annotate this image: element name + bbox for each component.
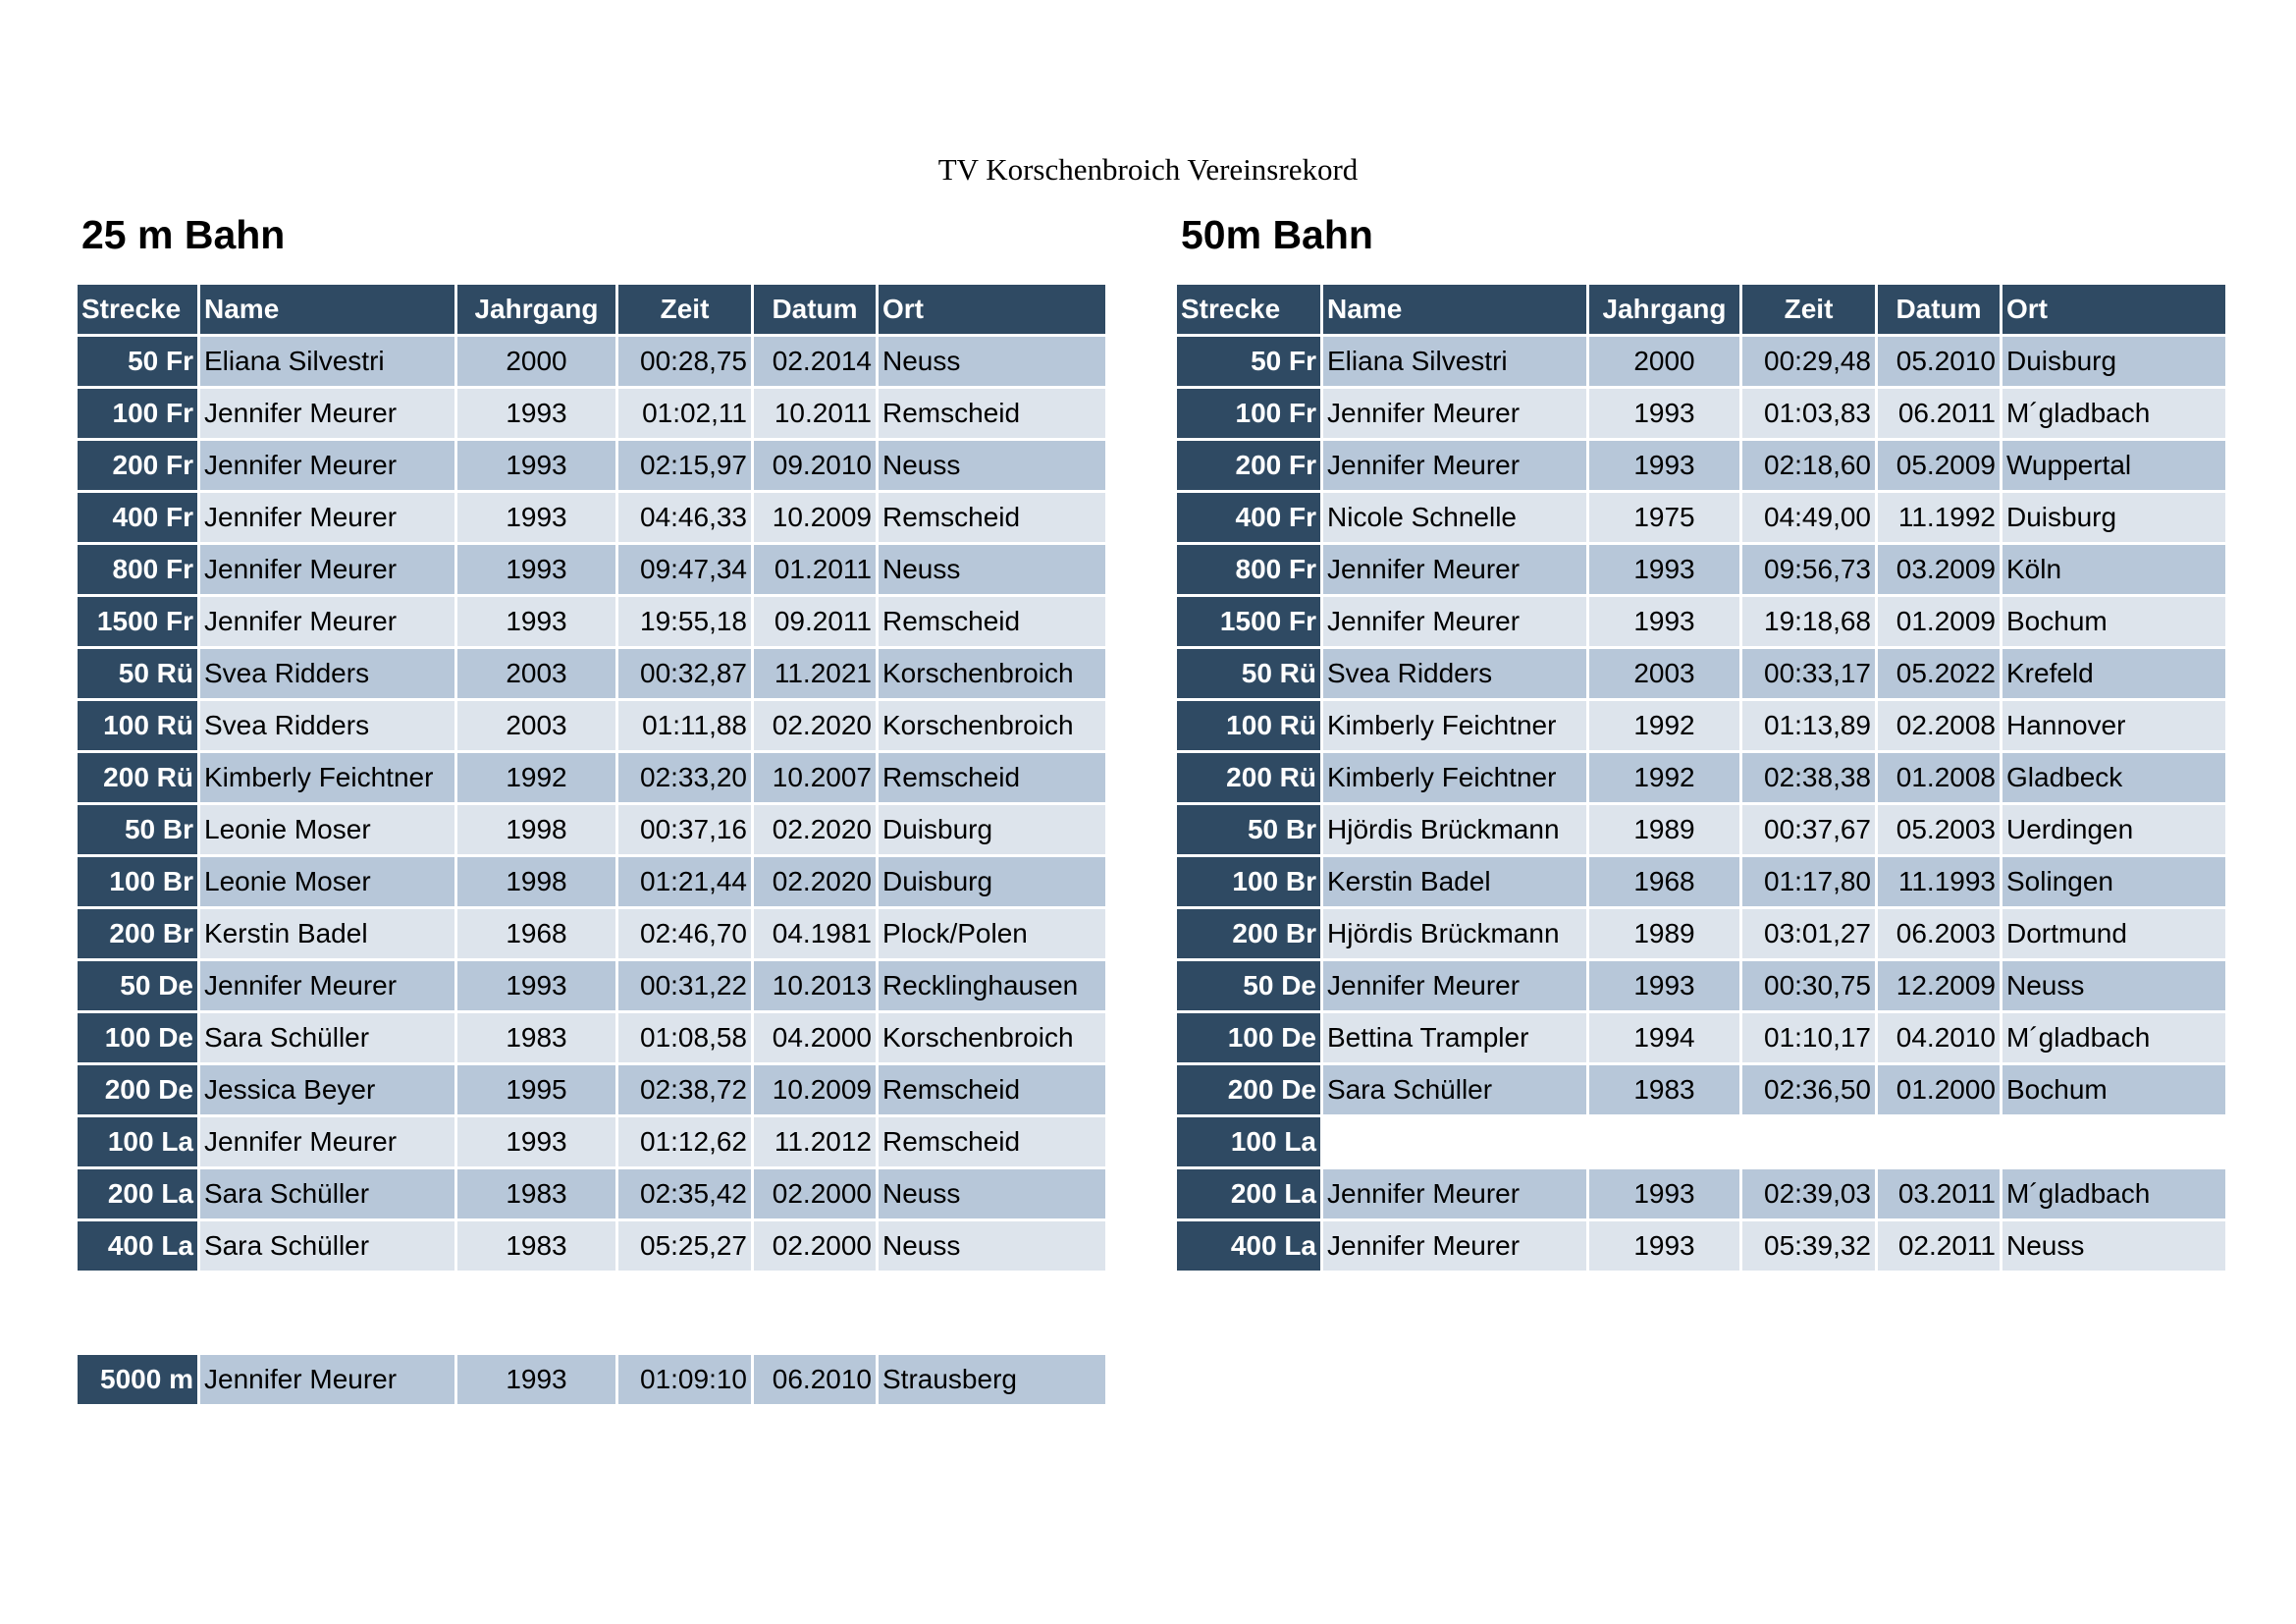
cell-datum: 02.2020 <box>754 701 876 750</box>
cell-datum: 04.1981 <box>754 909 876 958</box>
cell-jahrgang: 1993 <box>457 545 615 594</box>
table-row <box>1177 597 2225 646</box>
cell-strecke: 50 Rü <box>1177 649 1320 698</box>
cell-zeit: 09:56,73 <box>1742 545 1875 594</box>
table-row <box>1177 441 2225 490</box>
section-title-25m: 25 m Bahn <box>81 212 286 257</box>
cell-strecke: 200 De <box>78 1065 197 1114</box>
cell-zeit: 01:09:10 <box>618 1355 751 1404</box>
table-row <box>78 1355 1105 1404</box>
table-row <box>1177 701 2225 750</box>
table-row <box>1177 389 2225 438</box>
cell-strecke: 800 Fr <box>1177 545 1320 594</box>
table-row <box>1177 493 2225 542</box>
cell-strecke: 400 Fr <box>1177 493 1320 542</box>
table-row <box>1177 1169 2225 1218</box>
cell-datum: 01.2009 <box>1878 597 2000 646</box>
cell-jahrgang: 2003 <box>457 701 615 750</box>
cell-name: Hjördis Brückmann <box>1323 805 1586 854</box>
cell-datum: 06.2011 <box>1878 389 2000 438</box>
table-row <box>1177 857 2225 906</box>
cell-name: Eliana Silvestri <box>200 337 454 386</box>
cell-strecke: 50 De <box>1177 961 1320 1010</box>
column-header: Name <box>1323 285 1586 334</box>
cell-strecke: 100 De <box>1177 1013 1320 1062</box>
table-header-row <box>1177 285 2225 334</box>
cell-datum: 09.2010 <box>754 441 876 490</box>
cell-strecke: 200 Rü <box>78 753 197 802</box>
table-row <box>1177 909 2225 958</box>
column-header: Jahrgang <box>1589 285 1739 334</box>
cell-jahrgang: 1989 <box>1589 909 1739 958</box>
cell-datum: 10.2009 <box>754 493 876 542</box>
cell-name: Jessica Beyer <box>200 1065 454 1114</box>
table-row <box>78 753 1105 802</box>
cell-datum: 04.2010 <box>1878 1013 2000 1062</box>
cell-jahrgang: 2003 <box>457 649 615 698</box>
cell-strecke: 200 Br <box>1177 909 1320 958</box>
table-row <box>78 545 1105 594</box>
column-header: Datum <box>1878 285 2000 334</box>
cell-strecke: 100 Fr <box>1177 389 1320 438</box>
cell-datum: 02.2014 <box>754 337 876 386</box>
cell-zeit: 04:49,00 <box>1742 493 1875 542</box>
cell-ort: Gladbeck <box>2002 753 2225 802</box>
cell-datum: 10.2007 <box>754 753 876 802</box>
cell-strecke: 50 Fr <box>1177 337 1320 386</box>
cell-zeit: 01:11,88 <box>618 701 751 750</box>
cell-name: Jennifer Meurer <box>200 597 454 646</box>
cell-name: Sara Schüller <box>200 1013 454 1062</box>
cell-strecke: 200 La <box>78 1169 197 1218</box>
cell-datum: 05.2003 <box>1878 805 2000 854</box>
cell-jahrgang: 1993 <box>457 1117 615 1166</box>
cell-jahrgang: 1983 <box>1589 1065 1739 1114</box>
cell-strecke: 50 Br <box>1177 805 1320 854</box>
cell-zeit: 02:38,38 <box>1742 753 1875 802</box>
cell-name: Jennifer Meurer <box>1323 961 1586 1010</box>
cell-datum: 01.2000 <box>1878 1065 2000 1114</box>
cell-name: Jennifer Meurer <box>1323 441 1586 490</box>
cell-name: Nicole Schnelle <box>1323 493 1586 542</box>
cell-ort: Korschenbroich <box>879 1013 1105 1062</box>
cell-jahrgang: 2000 <box>1589 337 1739 386</box>
cell-jahrgang: 2000 <box>457 337 615 386</box>
cell-jahrgang: 1993 <box>457 597 615 646</box>
cell-strecke: 100 Rü <box>78 701 197 750</box>
table-row <box>78 1117 1105 1166</box>
cell-strecke: 400 La <box>1177 1221 1320 1271</box>
cell-jahrgang: 1975 <box>1589 493 1739 542</box>
cell-zeit: 05:39,32 <box>1742 1221 1875 1271</box>
cell-jahrgang: 1995 <box>457 1065 615 1114</box>
cell-ort: Neuss <box>879 441 1105 490</box>
cell-ort: Uerdingen <box>2002 805 2225 854</box>
cell-jahrgang: 1993 <box>1589 441 1739 490</box>
table-row <box>78 805 1105 854</box>
cell-zeit: 02:46,70 <box>618 909 751 958</box>
cell-zeit: 00:37,16 <box>618 805 751 854</box>
column-header: Zeit <box>618 285 751 334</box>
table-row <box>78 441 1105 490</box>
cell-name: Jennifer Meurer <box>200 961 454 1010</box>
cell-jahrgang: 1992 <box>1589 701 1739 750</box>
cell-jahrgang: 1993 <box>1589 545 1739 594</box>
cell-datum: 11.2012 <box>754 1117 876 1166</box>
cell-ort: Remscheid <box>879 1117 1105 1166</box>
cell-name: Leonie Moser <box>200 805 454 854</box>
cell-strecke: 200 Fr <box>1177 441 1320 490</box>
column-header: Datum <box>754 285 876 334</box>
cell-datum: 02.2020 <box>754 857 876 906</box>
cell-zeit: 00:28,75 <box>618 337 751 386</box>
cell-name: Jennifer Meurer <box>1323 545 1586 594</box>
cell-strecke: 200 Br <box>78 909 197 958</box>
table-row <box>78 1169 1105 1218</box>
cell-ort: Remscheid <box>879 1065 1105 1114</box>
cell-ort: Korschenbroich <box>879 649 1105 698</box>
cell-datum: 06.2010 <box>754 1355 876 1404</box>
cell-jahrgang: 1983 <box>457 1013 615 1062</box>
column-header: Ort <box>879 285 1105 334</box>
cell-strecke: 100 De <box>78 1013 197 1062</box>
cell-zeit: 00:32,87 <box>618 649 751 698</box>
cell-zeit: 00:29,48 <box>1742 337 1875 386</box>
table-row <box>78 1065 1105 1114</box>
table-row <box>78 649 1105 698</box>
cell-strecke: 100 Br <box>1177 857 1320 906</box>
cell-ort: Remscheid <box>879 389 1105 438</box>
cell-name: Jennifer Meurer <box>200 441 454 490</box>
cell-datum: 02.2000 <box>754 1221 876 1271</box>
cell-datum: 11.2021 <box>754 649 876 698</box>
cell-ort: Wuppertal <box>2002 441 2225 490</box>
cell-name: Kimberly Feichtner <box>1323 753 1586 802</box>
cell-strecke: 200 Fr <box>78 441 197 490</box>
cell-ort: Bochum <box>2002 597 2225 646</box>
table-row <box>1177 649 2225 698</box>
cell-jahrgang: 1968 <box>457 909 615 958</box>
cell-zeit: 01:13,89 <box>1742 701 1875 750</box>
cell-ort: Korschenbroich <box>879 701 1105 750</box>
cell-ort: Neuss <box>2002 1221 2225 1271</box>
cell-ort: Neuss <box>879 545 1105 594</box>
cell-jahrgang: 1993 <box>457 961 615 1010</box>
cell-datum: 05.2010 <box>1878 337 2000 386</box>
cell-zeit: 05:25,27 <box>618 1221 751 1271</box>
cell-zeit: 02:18,60 <box>1742 441 1875 490</box>
cell-jahrgang: 1993 <box>1589 961 1739 1010</box>
cell-jahrgang: 1998 <box>457 805 615 854</box>
cell-zeit: 01:02,11 <box>618 389 751 438</box>
cell-datum: 05.2022 <box>1878 649 2000 698</box>
cell-zeit: 02:33,20 <box>618 753 751 802</box>
cell-ort: Hannover <box>2002 701 2225 750</box>
records-table-50m <box>1174 282 2228 1273</box>
cell-strecke: 100 Br <box>78 857 197 906</box>
cell-datum: 10.2011 <box>754 389 876 438</box>
cell-strecke: 1500 Fr <box>1177 597 1320 646</box>
cell-name: Jennifer Meurer <box>1323 597 1586 646</box>
cell-name: Leonie Moser <box>200 857 454 906</box>
cell-jahrgang: 1993 <box>1589 389 1739 438</box>
cell-strecke: 50 De <box>78 961 197 1010</box>
table-row <box>1177 753 2225 802</box>
table-row <box>78 1013 1105 1062</box>
cell-zeit: 01:21,44 <box>618 857 751 906</box>
cell-strecke: 800 Fr <box>78 545 197 594</box>
cell-jahrgang: 1993 <box>1589 1169 1739 1218</box>
cell-name: Kerstin Badel <box>200 909 454 958</box>
table-row <box>78 961 1105 1010</box>
cell-jahrgang: 2003 <box>1589 649 1739 698</box>
cell-ort: M´gladbach <box>2002 389 2225 438</box>
column-header: Strecke <box>1177 285 1320 334</box>
cell-ort: M´gladbach <box>2002 1013 2225 1062</box>
cell-name: Jennifer Meurer <box>1323 389 1586 438</box>
cell-ort: Duisburg <box>879 857 1105 906</box>
cell-ort: Neuss <box>879 1169 1105 1218</box>
cell-strecke: 50 Fr <box>78 337 197 386</box>
table-row <box>1177 545 2225 594</box>
cell-datum: 02.2000 <box>754 1169 876 1218</box>
cell-datum: 02.2008 <box>1878 701 2000 750</box>
column-header: Zeit <box>1742 285 1875 334</box>
cell-name: Jennifer Meurer <box>200 389 454 438</box>
cell-ort: Plock/Polen <box>879 909 1105 958</box>
cell-zeit: 02:35,42 <box>618 1169 751 1218</box>
table-header-row <box>78 285 1105 334</box>
cell-empty <box>1323 1117 2225 1166</box>
cell-zeit: 00:37,67 <box>1742 805 1875 854</box>
cell-jahrgang: 1993 <box>1589 597 1739 646</box>
cell-jahrgang: 1983 <box>457 1221 615 1271</box>
table-row <box>1177 961 2225 1010</box>
cell-datum: 02.2011 <box>1878 1221 2000 1271</box>
cell-zeit: 00:30,75 <box>1742 961 1875 1010</box>
cell-jahrgang: 1989 <box>1589 805 1739 854</box>
cell-name: Kimberly Feichtner <box>1323 701 1586 750</box>
cell-zeit: 01:12,62 <box>618 1117 751 1166</box>
cell-jahrgang: 1994 <box>1589 1013 1739 1062</box>
cell-ort: Dortmund <box>2002 909 2225 958</box>
cell-ort: Duisburg <box>879 805 1105 854</box>
cell-strecke: 1500 Fr <box>78 597 197 646</box>
cell-name: Svea Ridders <box>200 701 454 750</box>
section-title-50m: 50m Bahn <box>1181 212 1373 257</box>
column-header: Name <box>200 285 454 334</box>
cell-ort: Solingen <box>2002 857 2225 906</box>
cell-zeit: 02:38,72 <box>618 1065 751 1114</box>
cell-zeit: 01:03,83 <box>1742 389 1875 438</box>
cell-strecke: 200 De <box>1177 1065 1320 1114</box>
cell-strecke: 200 La <box>1177 1169 1320 1218</box>
cell-ort: M´gladbach <box>2002 1169 2225 1218</box>
table-row <box>78 857 1105 906</box>
table-row <box>78 597 1105 646</box>
table-row <box>1177 1221 2225 1271</box>
cell-jahrgang: 1993 <box>457 1355 615 1404</box>
cell-name: Svea Ridders <box>200 649 454 698</box>
cell-ort: Neuss <box>879 1221 1105 1271</box>
cell-ort: Remscheid <box>879 597 1105 646</box>
cell-ort: Bochum <box>2002 1065 2225 1114</box>
cell-name: Jennifer Meurer <box>200 493 454 542</box>
cell-jahrgang: 1993 <box>457 493 615 542</box>
cell-jahrgang: 1992 <box>457 753 615 802</box>
cell-datum: 01.2011 <box>754 545 876 594</box>
cell-datum: 11.1993 <box>1878 857 2000 906</box>
cell-datum: 05.2009 <box>1878 441 2000 490</box>
table-row <box>78 337 1105 386</box>
cell-datum: 12.2009 <box>1878 961 2000 1010</box>
table-row <box>1177 337 2225 386</box>
table-row <box>1177 1065 2225 1114</box>
cell-name: Sara Schüller <box>1323 1065 1586 1114</box>
cell-ort: Strausberg <box>879 1355 1105 1404</box>
cell-datum: 02.2020 <box>754 805 876 854</box>
records-table-25m-extra <box>75 1352 1108 1407</box>
cell-datum: 01.2008 <box>1878 753 2000 802</box>
table-row <box>1177 1117 2225 1166</box>
cell-strecke: 100 La <box>1177 1117 1320 1166</box>
cell-name: Sara Schüller <box>200 1221 454 1271</box>
cell-jahrgang: 1993 <box>457 441 615 490</box>
cell-zeit: 04:46,33 <box>618 493 751 542</box>
cell-datum: 03.2011 <box>1878 1169 2000 1218</box>
cell-strecke: 200 Rü <box>1177 753 1320 802</box>
cell-name: Kimberly Feichtner <box>200 753 454 802</box>
cell-jahrgang: 1993 <box>457 389 615 438</box>
cell-ort: Recklinghausen <box>879 961 1105 1010</box>
cell-strecke: 100 Fr <box>78 389 197 438</box>
cell-zeit: 02:15,97 <box>618 441 751 490</box>
cell-name: Sara Schüller <box>200 1169 454 1218</box>
cell-ort: Neuss <box>879 337 1105 386</box>
cell-ort: Remscheid <box>879 493 1105 542</box>
records-table-25m <box>75 282 1108 1273</box>
cell-strecke: 100 La <box>78 1117 197 1166</box>
cell-ort: Köln <box>2002 545 2225 594</box>
cell-jahrgang: 1998 <box>457 857 615 906</box>
table-row <box>78 389 1105 438</box>
cell-zeit: 00:31,22 <box>618 961 751 1010</box>
cell-ort: Krefeld <box>2002 649 2225 698</box>
cell-zeit: 09:47,34 <box>618 545 751 594</box>
cell-zeit: 01:08,58 <box>618 1013 751 1062</box>
column-header: Jahrgang <box>457 285 615 334</box>
cell-jahrgang: 1968 <box>1589 857 1739 906</box>
cell-zeit: 02:39,03 <box>1742 1169 1875 1218</box>
cell-ort: Neuss <box>2002 961 2225 1010</box>
cell-zeit: 01:17,80 <box>1742 857 1875 906</box>
cell-zeit: 00:33,17 <box>1742 649 1875 698</box>
cell-jahrgang: 1993 <box>1589 1221 1739 1271</box>
cell-name: Jennifer Meurer <box>200 1355 454 1404</box>
cell-strecke: 50 Rü <box>78 649 197 698</box>
table-row <box>78 1221 1105 1271</box>
table-row <box>78 909 1105 958</box>
cell-ort: Duisburg <box>2002 493 2225 542</box>
table-row <box>78 701 1105 750</box>
table-row <box>1177 1013 2225 1062</box>
cell-jahrgang: 1992 <box>1589 753 1739 802</box>
cell-zeit: 02:36,50 <box>1742 1065 1875 1114</box>
cell-datum: 09.2011 <box>754 597 876 646</box>
cell-strecke: 400 La <box>78 1221 197 1271</box>
table-row <box>1177 805 2225 854</box>
cell-datum: 03.2009 <box>1878 545 2000 594</box>
cell-name: Jennifer Meurer <box>200 1117 454 1166</box>
table-row <box>78 493 1105 542</box>
cell-datum: 11.1992 <box>1878 493 2000 542</box>
cell-zeit: 19:55,18 <box>618 597 751 646</box>
cell-name: Svea Ridders <box>1323 649 1586 698</box>
cell-name: Jennifer Meurer <box>1323 1169 1586 1218</box>
cell-name: Jennifer Meurer <box>1323 1221 1586 1271</box>
document-title: TV Korschenbroich Vereinsrekord <box>937 152 1359 187</box>
cell-strecke: 100 Rü <box>1177 701 1320 750</box>
cell-name: Eliana Silvestri <box>1323 337 1586 386</box>
cell-ort: Remscheid <box>879 753 1105 802</box>
cell-name: Jennifer Meurer <box>200 545 454 594</box>
cell-jahrgang: 1983 <box>457 1169 615 1218</box>
cell-datum: 10.2013 <box>754 961 876 1010</box>
cell-name: Hjördis Brückmann <box>1323 909 1586 958</box>
cell-ort: Duisburg <box>2002 337 2225 386</box>
cell-strecke: 50 Br <box>78 805 197 854</box>
cell-datum: 06.2003 <box>1878 909 2000 958</box>
cell-strecke: 5000 m <box>78 1355 197 1404</box>
cell-zeit: 01:10,17 <box>1742 1013 1875 1062</box>
cell-name: Kerstin Badel <box>1323 857 1586 906</box>
cell-zeit: 03:01,27 <box>1742 909 1875 958</box>
column-header: Strecke <box>78 285 197 334</box>
column-header: Ort <box>2002 285 2225 334</box>
cell-zeit: 19:18,68 <box>1742 597 1875 646</box>
cell-name: Bettina Trampler <box>1323 1013 1586 1062</box>
cell-datum: 10.2009 <box>754 1065 876 1114</box>
cell-datum: 04.2000 <box>754 1013 876 1062</box>
cell-strecke: 400 Fr <box>78 493 197 542</box>
